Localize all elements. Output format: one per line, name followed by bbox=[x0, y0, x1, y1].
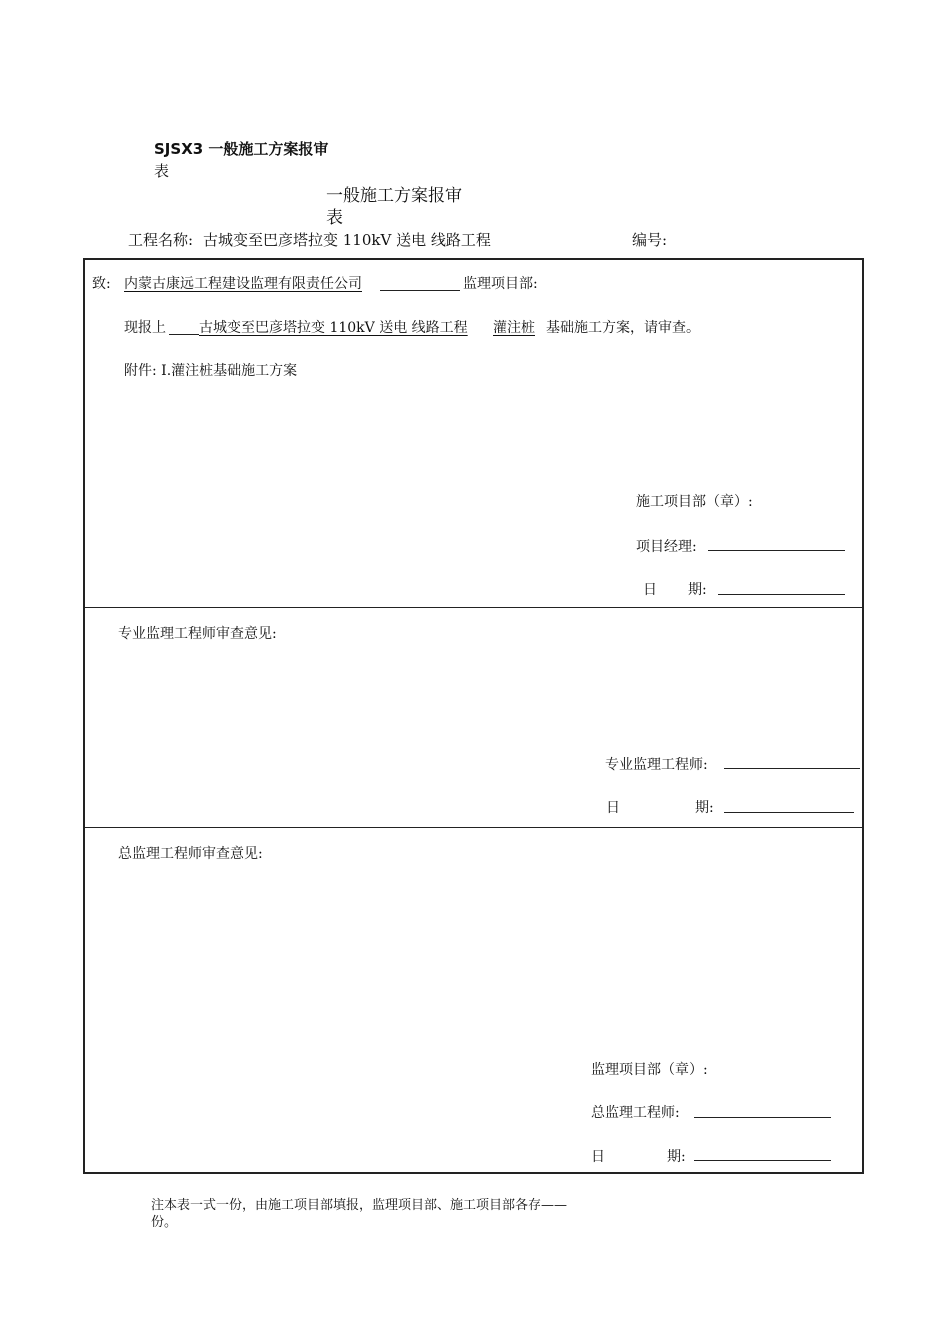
attachment-text: 附件: I.灌注桩基础施工方案 bbox=[124, 363, 298, 379]
form-frame bbox=[83, 258, 864, 1174]
supervising-company: 内蒙古康远工程建设监理有限责任公司 bbox=[124, 276, 362, 292]
report-prefix: 现报上 bbox=[124, 320, 166, 336]
specialist-date-line[interactable] bbox=[724, 812, 854, 813]
supervision-dept-stamp-label: 监理项目部（章）: bbox=[591, 1062, 708, 1078]
project-manager-label: 项目经理: bbox=[636, 539, 697, 555]
chief-date-line[interactable] bbox=[694, 1160, 831, 1161]
chief-engineer-label: 总监理工程师: bbox=[591, 1105, 680, 1121]
section-divider-2 bbox=[83, 827, 864, 828]
date-label-char1: 日 bbox=[606, 800, 620, 816]
date-label-char2: 期: bbox=[695, 800, 714, 816]
document-code: SJSX3 一般施工方案报审 bbox=[154, 140, 329, 158]
to-label: 致: bbox=[92, 276, 111, 292]
project-name-label: 工程名称: bbox=[128, 231, 194, 249]
report-project-name: 古城变至巴彦塔拉变 110kV 送电 线路工程 bbox=[199, 320, 468, 336]
specialist-engineer-label: 专业监理工程师: bbox=[605, 757, 708, 773]
chief-signature-line[interactable] bbox=[694, 1117, 831, 1118]
supervision-dept-label: 监理项目部: bbox=[463, 276, 538, 292]
construction-dept-stamp-label: 施工项目部（章）: bbox=[636, 494, 753, 510]
construction-date-line[interactable] bbox=[718, 594, 845, 595]
serial-number-label: 编号: bbox=[632, 231, 668, 249]
date-label-char2: 期: bbox=[688, 582, 707, 598]
section-divider-1 bbox=[83, 607, 864, 608]
report-underline-lead bbox=[169, 334, 199, 335]
date-label-char1: 日 bbox=[591, 1149, 605, 1165]
report-suffix: 基础施工方案，请审查。 bbox=[546, 320, 700, 336]
chief-opinion-label: 总监理工程师审查意见: bbox=[118, 846, 263, 862]
footnote: 注本表一式一份，由施工项目部填报，监理项目部、施工项目部各存—— bbox=[151, 1198, 568, 1213]
date-label-char2: 期: bbox=[667, 1149, 686, 1165]
company-underline bbox=[380, 290, 460, 291]
date-label-char1: 日 bbox=[643, 582, 657, 598]
page-title-continued: 表 bbox=[326, 208, 343, 228]
project-name-value: 古城变至巴彦塔拉变 110kV 送电 线路工程 bbox=[203, 231, 491, 249]
specialist-opinion-label: 专业监理工程师审查意见: bbox=[118, 626, 277, 642]
document-code-continued: 表 bbox=[154, 162, 170, 180]
footnote-continued: 份。 bbox=[151, 1215, 178, 1230]
report-item: 灌注桩 bbox=[493, 320, 535, 336]
project-manager-signature-line[interactable] bbox=[708, 550, 845, 551]
page-title: 一般施工方案报审 bbox=[326, 186, 462, 206]
specialist-signature-line[interactable] bbox=[724, 768, 860, 769]
